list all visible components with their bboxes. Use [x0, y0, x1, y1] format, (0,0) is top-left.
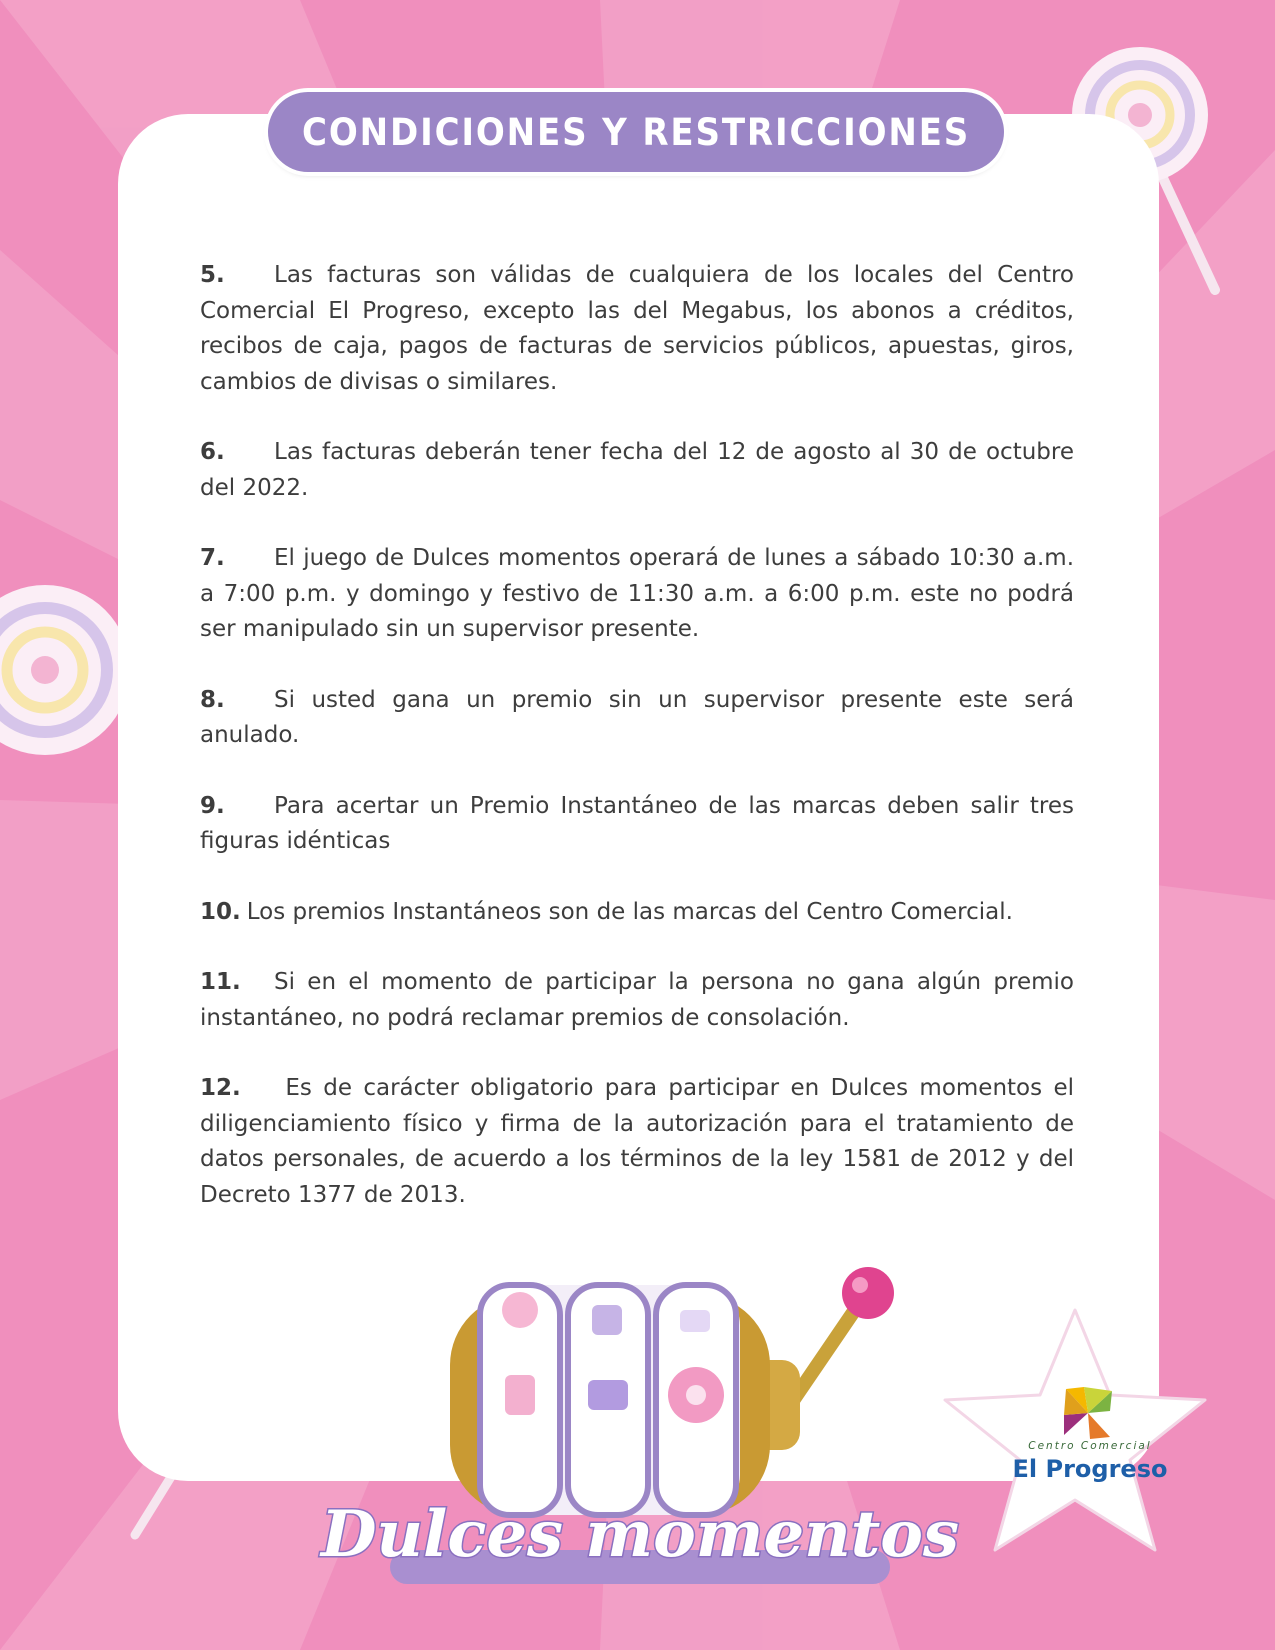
- el-progreso-logo-icon: [1060, 1385, 1116, 1441]
- logo-subtitle: Centro Comercial: [1028, 1440, 1152, 1452]
- condition-number: 12.: [200, 1075, 241, 1101]
- condition-item: [200, 789, 1074, 860]
- condition-text: Los premios Instantáneos son de las marcas del Centro Comercial.: [246, 898, 1013, 925]
- condition-number: 11.: [200, 969, 241, 995]
- campaign-logo: [321, 1490, 959, 1590]
- logo-name: El Progreso: [1012, 1455, 1168, 1483]
- condition-text: Para acertar un Premio Instantáneo de las marcas deben salir tres figuras idénticas: [200, 792, 1074, 854]
- page-title: CONDICIONES Y RESTRICCIONES: [301, 110, 971, 154]
- conditions-list: [200, 258, 1074, 1248]
- condition-item: [200, 435, 1074, 506]
- condition-text: Las facturas deberán tener fecha del 12 de agosto al 30 de octubre del 2022.: [200, 439, 1074, 501]
- slot-machine-icon: [440, 1265, 900, 1515]
- condition-text: El juego de Dulces momentos operará de lunes a sábado 10:30 a.m. a 7:00 p.m. y domingo y festivo de 11:30 a.m. a 6:00 p.m. este no podrá ser manipulado sin un supervisor presente.: [200, 545, 1074, 642]
- condition-item: [200, 683, 1074, 754]
- condition-text: Si en el momento de participar la persona no gana algún premio instantáneo, no podrá reclamar premios de consolación.: [200, 969, 1074, 1031]
- condition-number: 6.: [200, 439, 225, 465]
- condition-number: 8.: [200, 686, 225, 713]
- condition-number: 5.: [200, 262, 225, 288]
- condition-item: [200, 965, 1074, 1036]
- condition-item: [200, 895, 1074, 931]
- condition-number: 10.: [200, 898, 241, 925]
- condition-number: 7.: [200, 545, 225, 571]
- campaign-name: Dulces momentos: [321, 1497, 959, 1572]
- condition-text: Las facturas son válidas de cualquiera de los locales del Centro Comercial El Progreso, excepto las del Megabus, los abonos a créditos, recibos de caja, pagos de facturas de servicios públicos, apuestas, giros, cambios de divisas o similares.: [200, 262, 1074, 395]
- condition-item: [200, 258, 1074, 400]
- condition-item: [200, 541, 1074, 648]
- condition-text: Si usted gana un premio sin un supervisor presente este será anulado.: [200, 686, 1074, 748]
- condition-number: 9.: [200, 792, 225, 819]
- condition-item: [200, 1071, 1074, 1213]
- title-banner: [268, 92, 1004, 172]
- condition-text: Es de carácter obligatorio para participar en Dulces momentos el diligenciamiento físico y firma de la autorización para el tratamiento de datos personales, de acuerdo a los términos de la ley 1581 de 2012 y del Decreto 1377 de 2013.: [200, 1075, 1074, 1208]
